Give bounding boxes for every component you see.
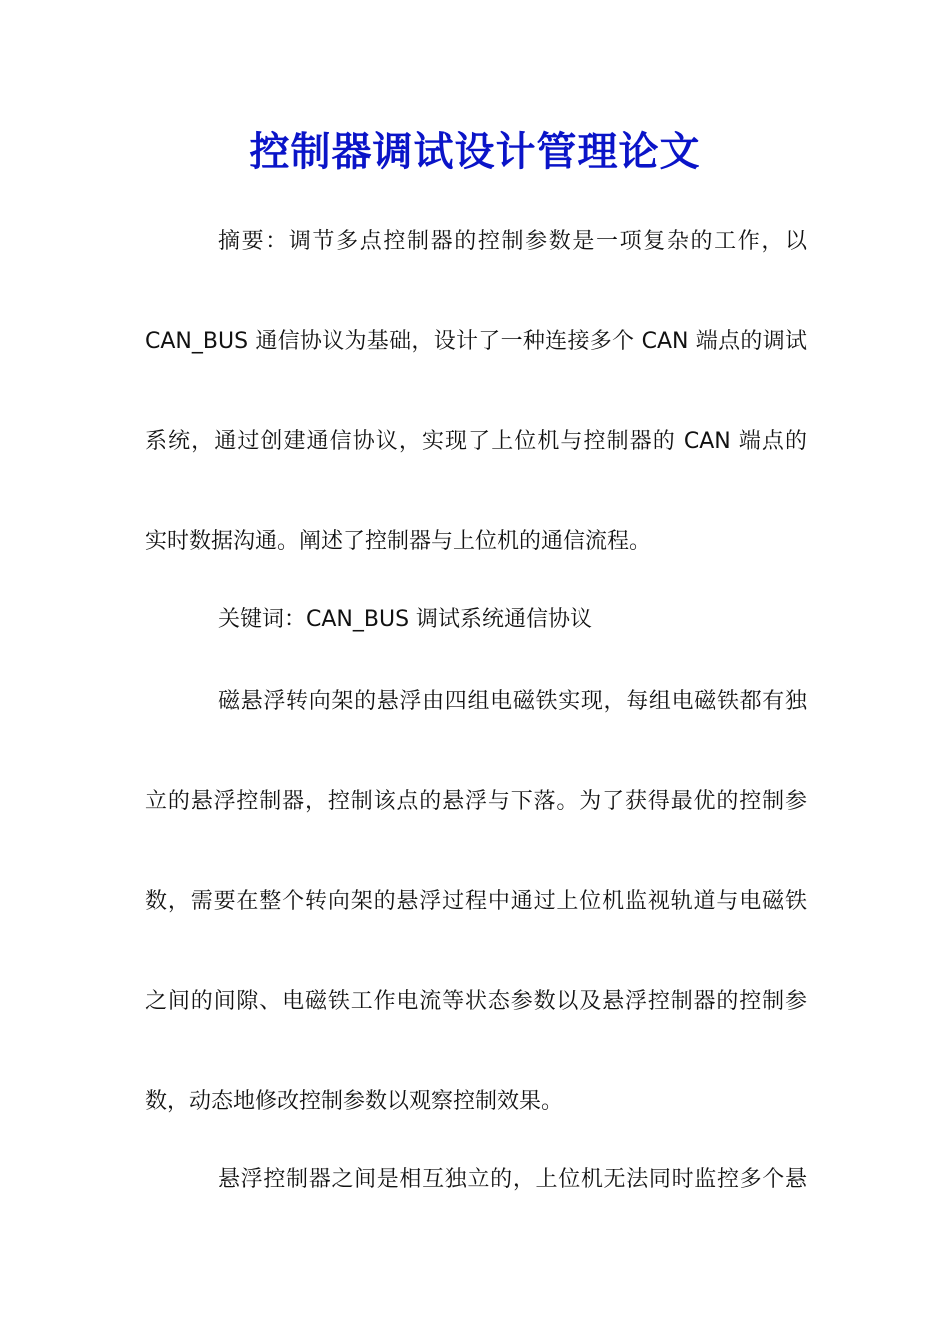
body-paragraph-1-line-3: 数，需要在整个转向架的悬浮过程中通过上位机监视轨道与电磁铁 xyxy=(145,889,807,914)
body-paragraph-1-line-4: 之间的间隙、电磁铁工作电流等状态参数以及悬浮控制器的控制参 xyxy=(145,989,807,1014)
document-title: 控制器调试设计管理论文 xyxy=(249,128,701,175)
body-paragraph-1-line-1: 磁悬浮转向架的悬浮由四组电磁铁实现，每组电磁铁都有独 xyxy=(218,689,807,714)
abstract-line-2: CAN_BUS 通信协议为基础，设计了一种连接多个 CAN 端点的调试 xyxy=(145,329,807,354)
body-paragraph-1-line-5: 数，动态地修改控制参数以观察控制效果。 xyxy=(145,1089,564,1114)
body-paragraph-1-line-2: 立的悬浮控制器，控制该点的悬浮与下落。为了获得最优的控制参 xyxy=(145,789,807,814)
abstract-line-4: 实时数据沟通。阐述了控制器与上位机的通信流程。 xyxy=(145,529,652,554)
body-paragraph-2-line-1: 悬浮控制器之间是相互独立的，上位机无法同时监控多个悬 xyxy=(218,1167,807,1192)
keywords-line: 关键词：CAN_BUS 调试系统通信协议 xyxy=(218,607,593,632)
abstract-line-3: 系统，通过创建通信协议，实现了上位机与控制器的 CAN 端点的 xyxy=(145,429,807,454)
abstract-line-1: 摘要：调节多点控制器的控制参数是一项复杂的工作，以 xyxy=(218,229,807,254)
